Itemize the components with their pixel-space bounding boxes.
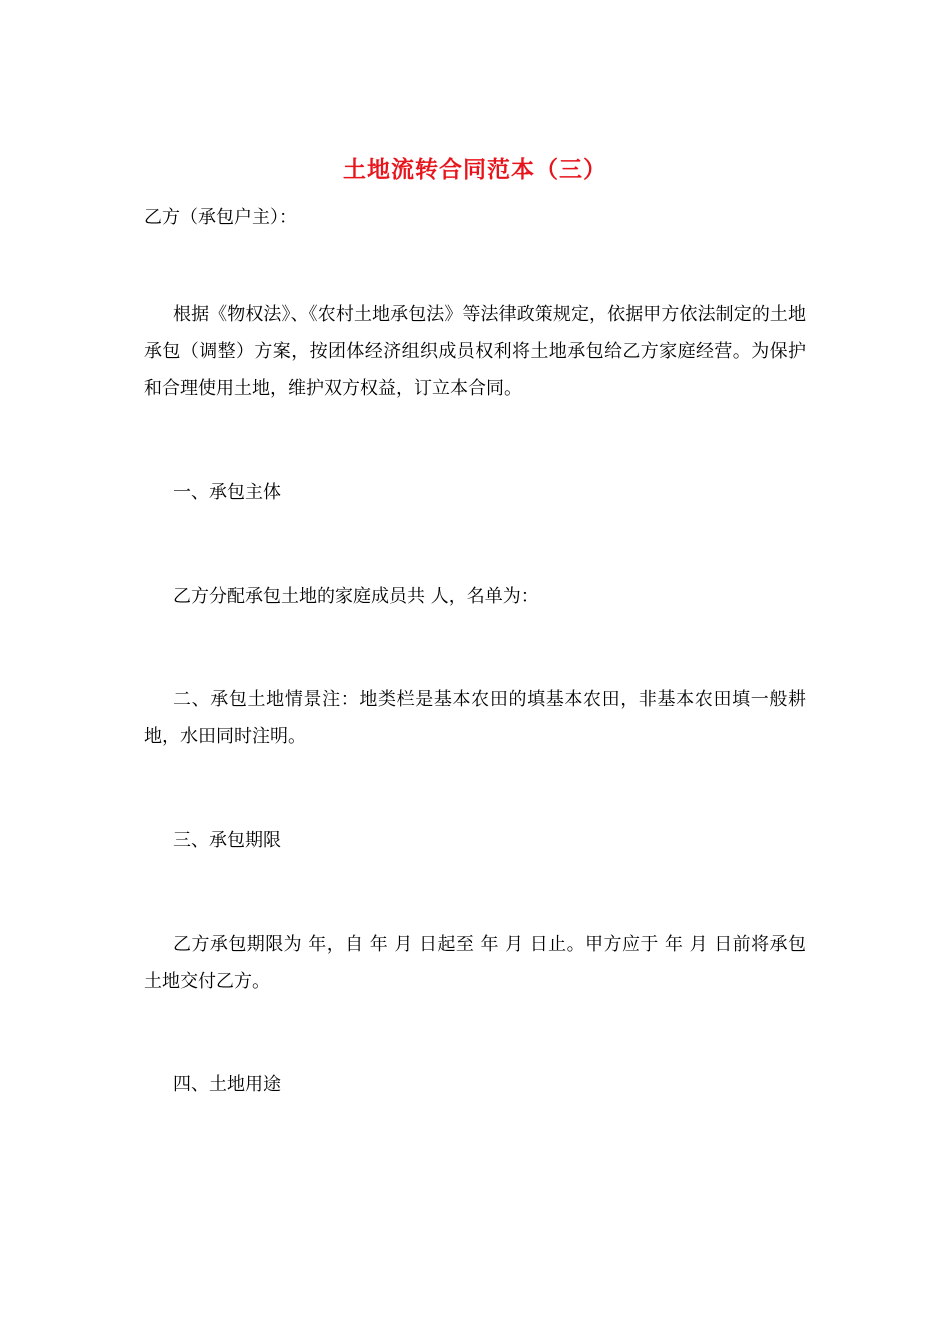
section-1-heading: 一、承包主体 bbox=[173, 482, 281, 503]
preamble-paragraph: 根据《物权法》、《农村土地承包法》等法律政策规定，依据甲方依法制定的土地承包（调整）方案，按团体经济组织成员权利将土地承包给乙方家庭经营。为保护和合理使用土地，维护双方权益，订立本合同。 bbox=[144, 304, 806, 399]
section-2-heading: 二、承包土地情景注：地类栏是基本农田的填基本农田，非基本农田填一般耕地，水田同时注明。 bbox=[144, 689, 806, 747]
section-3-heading: 三、承包期限 bbox=[173, 830, 281, 851]
section-3-body: 乙方承包期限为 年，自 年 月 日起至 年 月 日止。甲方应于 年 月 日前将承包土地交付乙方。 bbox=[144, 934, 806, 992]
party-b-label: 乙方（承包户主）： bbox=[144, 207, 297, 228]
document-title: 土地流转合同范本（三） bbox=[343, 156, 607, 183]
section-1-body: 乙方分配承包土地的家庭成员共 人，名单为： bbox=[173, 586, 539, 607]
section-4-heading: 四、土地用途 bbox=[173, 1074, 281, 1095]
